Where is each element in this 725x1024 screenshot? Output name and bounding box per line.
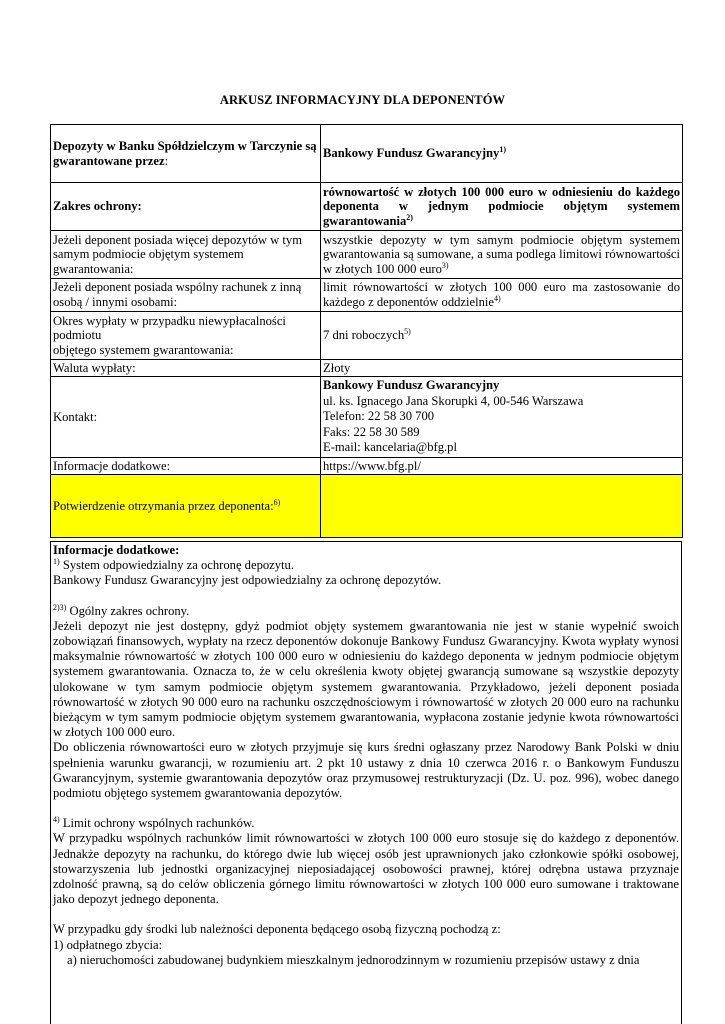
row-label-multiple-deposits: Jeżeli deponent posiada więcej depozytów w tym samym podmiocie objętym systemem gwarantowania:: [51, 231, 321, 279]
row-label-scope: Zakres ochrony:: [51, 183, 321, 231]
row-label-guarantor: Depozyty w Banku Spółdzielczym w Tarczynie są gwarantowane przez:: [51, 125, 321, 183]
table-row: [51, 360, 683, 377]
row-value-more-info-link[interactable]: https://www.bfg.pl/: [321, 458, 683, 475]
row-value-guarantor: Bankowy Fundusz Gwarancyjny$^{1)}$: [321, 125, 683, 183]
table-row: [51, 279, 683, 312]
contact-phone: Telefon: 22 58 30 700: [323, 409, 435, 424]
section-5-paragraph: W przypadku gdy środki lub należności deponenta będącego osobą fizyczną pochodzą z:: [53, 922, 501, 937]
section-2-paragraph-1: Jeżeli depozyt nie jest dostępny, gdyż podmiot objęty systemem gwarantowania nie jest w stanie wypełnić swoich zobowiązań finansowych, wypłaty na rzecz deponentów dokonuje Bankowy Fundusz Gwarancyjny. Kwota wypłaty wynosi maksymalnie równowartość w złotych 100 000 euro w odniesieniu do każdego deponenta w jednym podmiocie objętym systemem gwarantowania. Oznacza to, że w celu określenia kwoty objętej gwarancją sumowane są wszystkie depozyty ulokowane w tym samym podmiocie objętym systemem gwarantowania. Przykładowo, jeżeli deponent posiada równowartość w złotych 90 000 euro na rachunku oszczędnościowym i równowartość w złotych 20 000 euro na rachunku bieżącym w tym samym podmiocie objętym systemem gwarantowania, wypłacona zostanie jedynie kwota równowartości w złotych 100 000 euro.: [53, 618, 679, 740]
contact-fax: Faks: 22 58 30 589: [323, 424, 420, 439]
page-title: ARKUSZ INFORMACYJNY DLA DEPONENTÓW: [219, 93, 506, 107]
contact-email[interactable]: E-mail: kancelaria@bfg.pl: [323, 440, 457, 455]
section-2-title: $^{2)3)}$ Ogólny zakres ochrony.: [53, 602, 190, 618]
section-heading: Informacje dodatkowe:: [53, 543, 180, 557]
contact-address: ul. ks. Ignacego Jana Skorupki 4, 00-546 Warszawa: [323, 393, 584, 408]
section-4-paragraph: W przypadku wspólnych rachunków limit równowartości w złotych 100 000 euro stosuje się do każdego z deponentów. Jednakże depozyty na rachunku, do którego dwie lub więcej osób jest uprawnionych jako członkowie spółki osobowej, stowarzyszenia lub jednostki organizacyjnej nieposiadającej osobowości prawnej, której odrębna ustawa przyznaje zdolność prawną, są do celów obliczenia górnego limitu równowartości w złotych 100 000 euro sumowane i traktowane jako depozyt jednego deponenta.: [53, 831, 679, 907]
row-label-currency: Waluta wypłaty:: [51, 360, 321, 377]
confirmation-signature-field[interactable]: [321, 475, 683, 538]
info-table: [50, 124, 683, 538]
row-label-contact: Kontakt:: [51, 377, 321, 458]
section-4-title: $^{4)}$ Limit ochrony wspólnych rachunków.: [53, 815, 255, 831]
section-2-paragraph-2: Do obliczenia równowartości euro w złotych przyjmuje się kurs średni ogłaszany przez Narodowy Bank Polski w dniu spełnienia warunku gwarancji, w rozumieniu art. 2 pkt 10 ustawy z dnia 10 czerwca 2016 r. o Bankowym Funduszu Gwarancyjnym, systemie gwarantowania depozytów oraz przymusowej restrukturyzacji (Dz. U. poz. 996), wobec danego podmiotu objętego systemem gwarantowania depozytów.: [53, 740, 679, 801]
row-label-joint-account: Jeżeli deponent posiada wspólny rachunek z inną osobą / innymi osobami:: [51, 279, 321, 312]
table-row: [51, 312, 683, 360]
section-5-list-item-1: 1) odpłatnego zbycia:: [53, 937, 163, 952]
section-1-title: $^{1)}$ System odpowiedzialny za ochronę depozytu.: [53, 557, 294, 573]
row-value-joint-account: limit równowartości w złotych 100 000 euro ma zastosowanie do każdego z deponentów oddzielnie$^{4)}$: [321, 279, 683, 312]
row-value-currency: Złoty: [321, 360, 683, 377]
table-row: [51, 125, 683, 183]
section-5-list-item-1a: a) nieruchomości zabudowanej budynkiem mieszkalnym jednorodzinnym w rozumieniu przepisów ustawy z dnia: [67, 952, 640, 967]
contact-name: Bankowy Fundusz Gwarancyjny: [323, 378, 500, 393]
table-row: [51, 475, 683, 538]
row-label-more-info: Informacje dodatkowe:: [51, 458, 321, 475]
row-label-confirmation: Potwierdzenie otrzymania przez deponenta:$^{6)}$: [51, 475, 321, 538]
section-1-text: Bankowy Fundusz Gwarancyjny jest odpowiedzialny za ochronę depozytów.: [53, 573, 442, 588]
table-row: [51, 231, 683, 279]
row-label-payout-period: Okres wypłaty w przypadku niewypłacalności podmiotu objętego systemem gwarantowania:: [51, 312, 321, 360]
row-value-scope: równowartość w złotych 100 000 euro w odniesieniu do każdego deponenta w jednym podmiocie objętym systemem gwarantowania$^{2)}$: [321, 183, 683, 231]
row-value-contact: [321, 377, 683, 458]
row-value-multiple-deposits: wszystkie depozyty w tym samym podmiocie objętym systemem gwarantowania są sumowane, a suma podlega limitowi równowartości w złotych 100 000 euro$^{3)}$: [321, 231, 683, 279]
table-row: [51, 183, 683, 231]
additional-info-section: [50, 541, 682, 1024]
table-row: [51, 458, 683, 475]
row-value-payout-period: 7 dni roboczych$^{5)}$: [321, 312, 683, 360]
table-row: [51, 377, 683, 458]
